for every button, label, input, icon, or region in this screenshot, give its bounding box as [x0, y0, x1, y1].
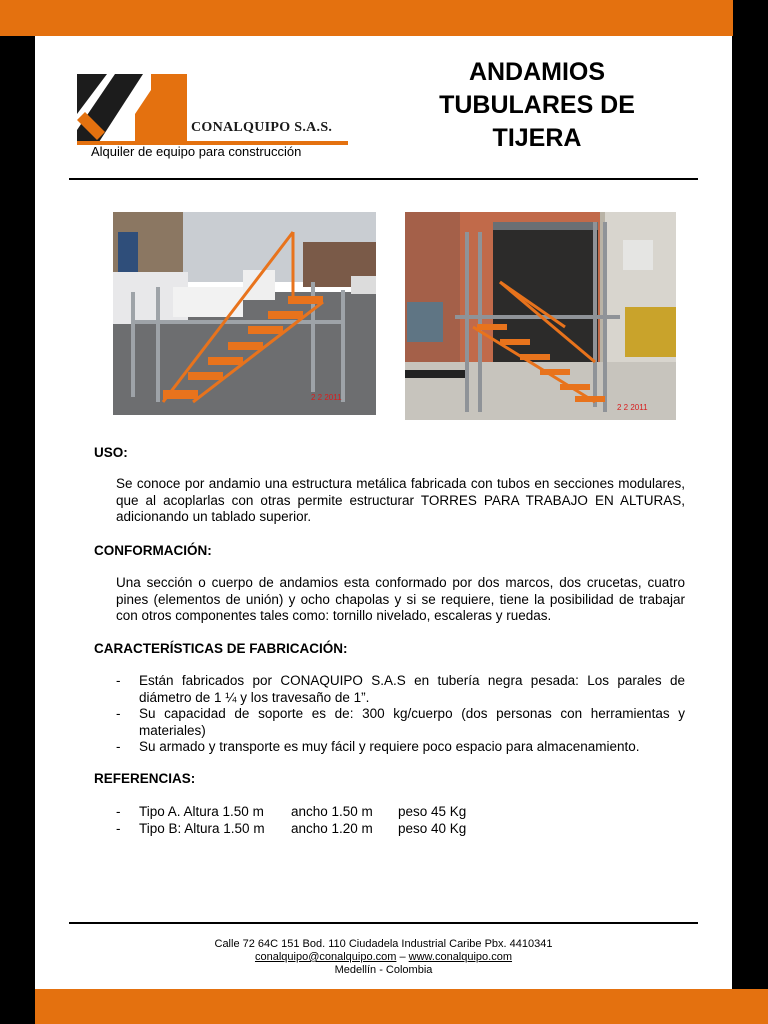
conalquipo-logo: [77, 74, 187, 142]
footer-contact: [69, 951, 698, 963]
tagline: Alquiler de equipo para construcción: [91, 144, 302, 159]
list-item-text: Están fabricados por CONAQUIPO S.A.S en tubería negra pesada: Los parales de diámetro de 1 ¼ y los travesaño de 1”.: [139, 673, 685, 705]
footer-website-link[interactable]: www.conalquipo.com: [408, 951, 513, 963]
reference-width: ancho 1.50 m: [291, 804, 373, 819]
list-item: [116, 706, 685, 739]
section-heading-caracteristicas: CARACTERÍSTICAS DE FABRICACIÓN:: [94, 641, 348, 656]
reference-width: ancho 1.20 m: [291, 821, 373, 836]
section-heading-referencias: REFERENCIAS:: [94, 771, 196, 786]
list-item: [116, 673, 685, 706]
bullet-dash: -: [116, 673, 121, 688]
footer-address: Calle 72 64C 151 Bod. 110 Ciudadela Industrial Caribe Pbx. 4410341: [214, 938, 553, 950]
footer-city: Medellín - Colombia: [334, 964, 433, 976]
list-item-text: Su capacidad de soporte es de: 300 kg/cuerpo (dos personas con herramientas y materiales): [139, 706, 685, 738]
bullet-dash: -: [116, 706, 121, 721]
section-heading-conformacion: CONFORMACIÓN:: [94, 543, 212, 558]
top-orange-band: [0, 0, 733, 36]
bottom-orange-band: [35, 989, 768, 1024]
section-heading-uso: USO:: [94, 445, 128, 460]
reference-weight: peso 40 Kg: [398, 821, 467, 836]
bullet-dash: -: [116, 804, 121, 819]
footer-email-link[interactable]: conalquipo@conalquipo.com: [254, 951, 397, 963]
list-item-text: Su armado y transporte es muy fácil y requiere poco espacio para almacenamiento.: [139, 739, 640, 754]
footer-separator: –: [399, 951, 406, 963]
reference-weight: peso 45 Kg: [398, 804, 467, 819]
document-title: ANDAMIOS TUBULARES DE TIJERA: [439, 58, 635, 152]
scaffold-photo-parking: [113, 212, 376, 415]
section-text-uso: Se conoce por andamio una estructura metálica fabricada con tubos en secciones modulares, que al acoplarlas con otras permite estructurar TORRES PARA TRABAJO EN ALTURAS, adicionando un tablado superior.: [116, 476, 685, 524]
bullet-dash: -: [116, 739, 121, 754]
reference-type: Tipo B: Altura 1.50 m: [139, 821, 265, 836]
company-name: CONALQUIPO S.A.S.: [191, 120, 333, 135]
header-divider: [69, 178, 698, 180]
footer-divider: [69, 922, 698, 924]
section-text-conformacion: Una sección o cuerpo de andamios esta conformado por dos marcos, dos crucetas, cuatro pines (elementos de unión) y ocho chapolas y si se requiere, tiene la posibilidad de trabajar con otros componentes tales como: tornillo nivelado, escaleras y ruedas.: [116, 575, 685, 623]
list-item: [116, 739, 685, 756]
photo-date-stamp: 2 2 2011: [311, 393, 342, 402]
bullet-dash: -: [116, 821, 121, 836]
reference-type: Tipo A. Altura 1.50 m: [139, 804, 264, 819]
scaffold-photo-warehouse: [405, 212, 676, 420]
photo-date-stamp: 2 2 2011: [617, 403, 648, 412]
